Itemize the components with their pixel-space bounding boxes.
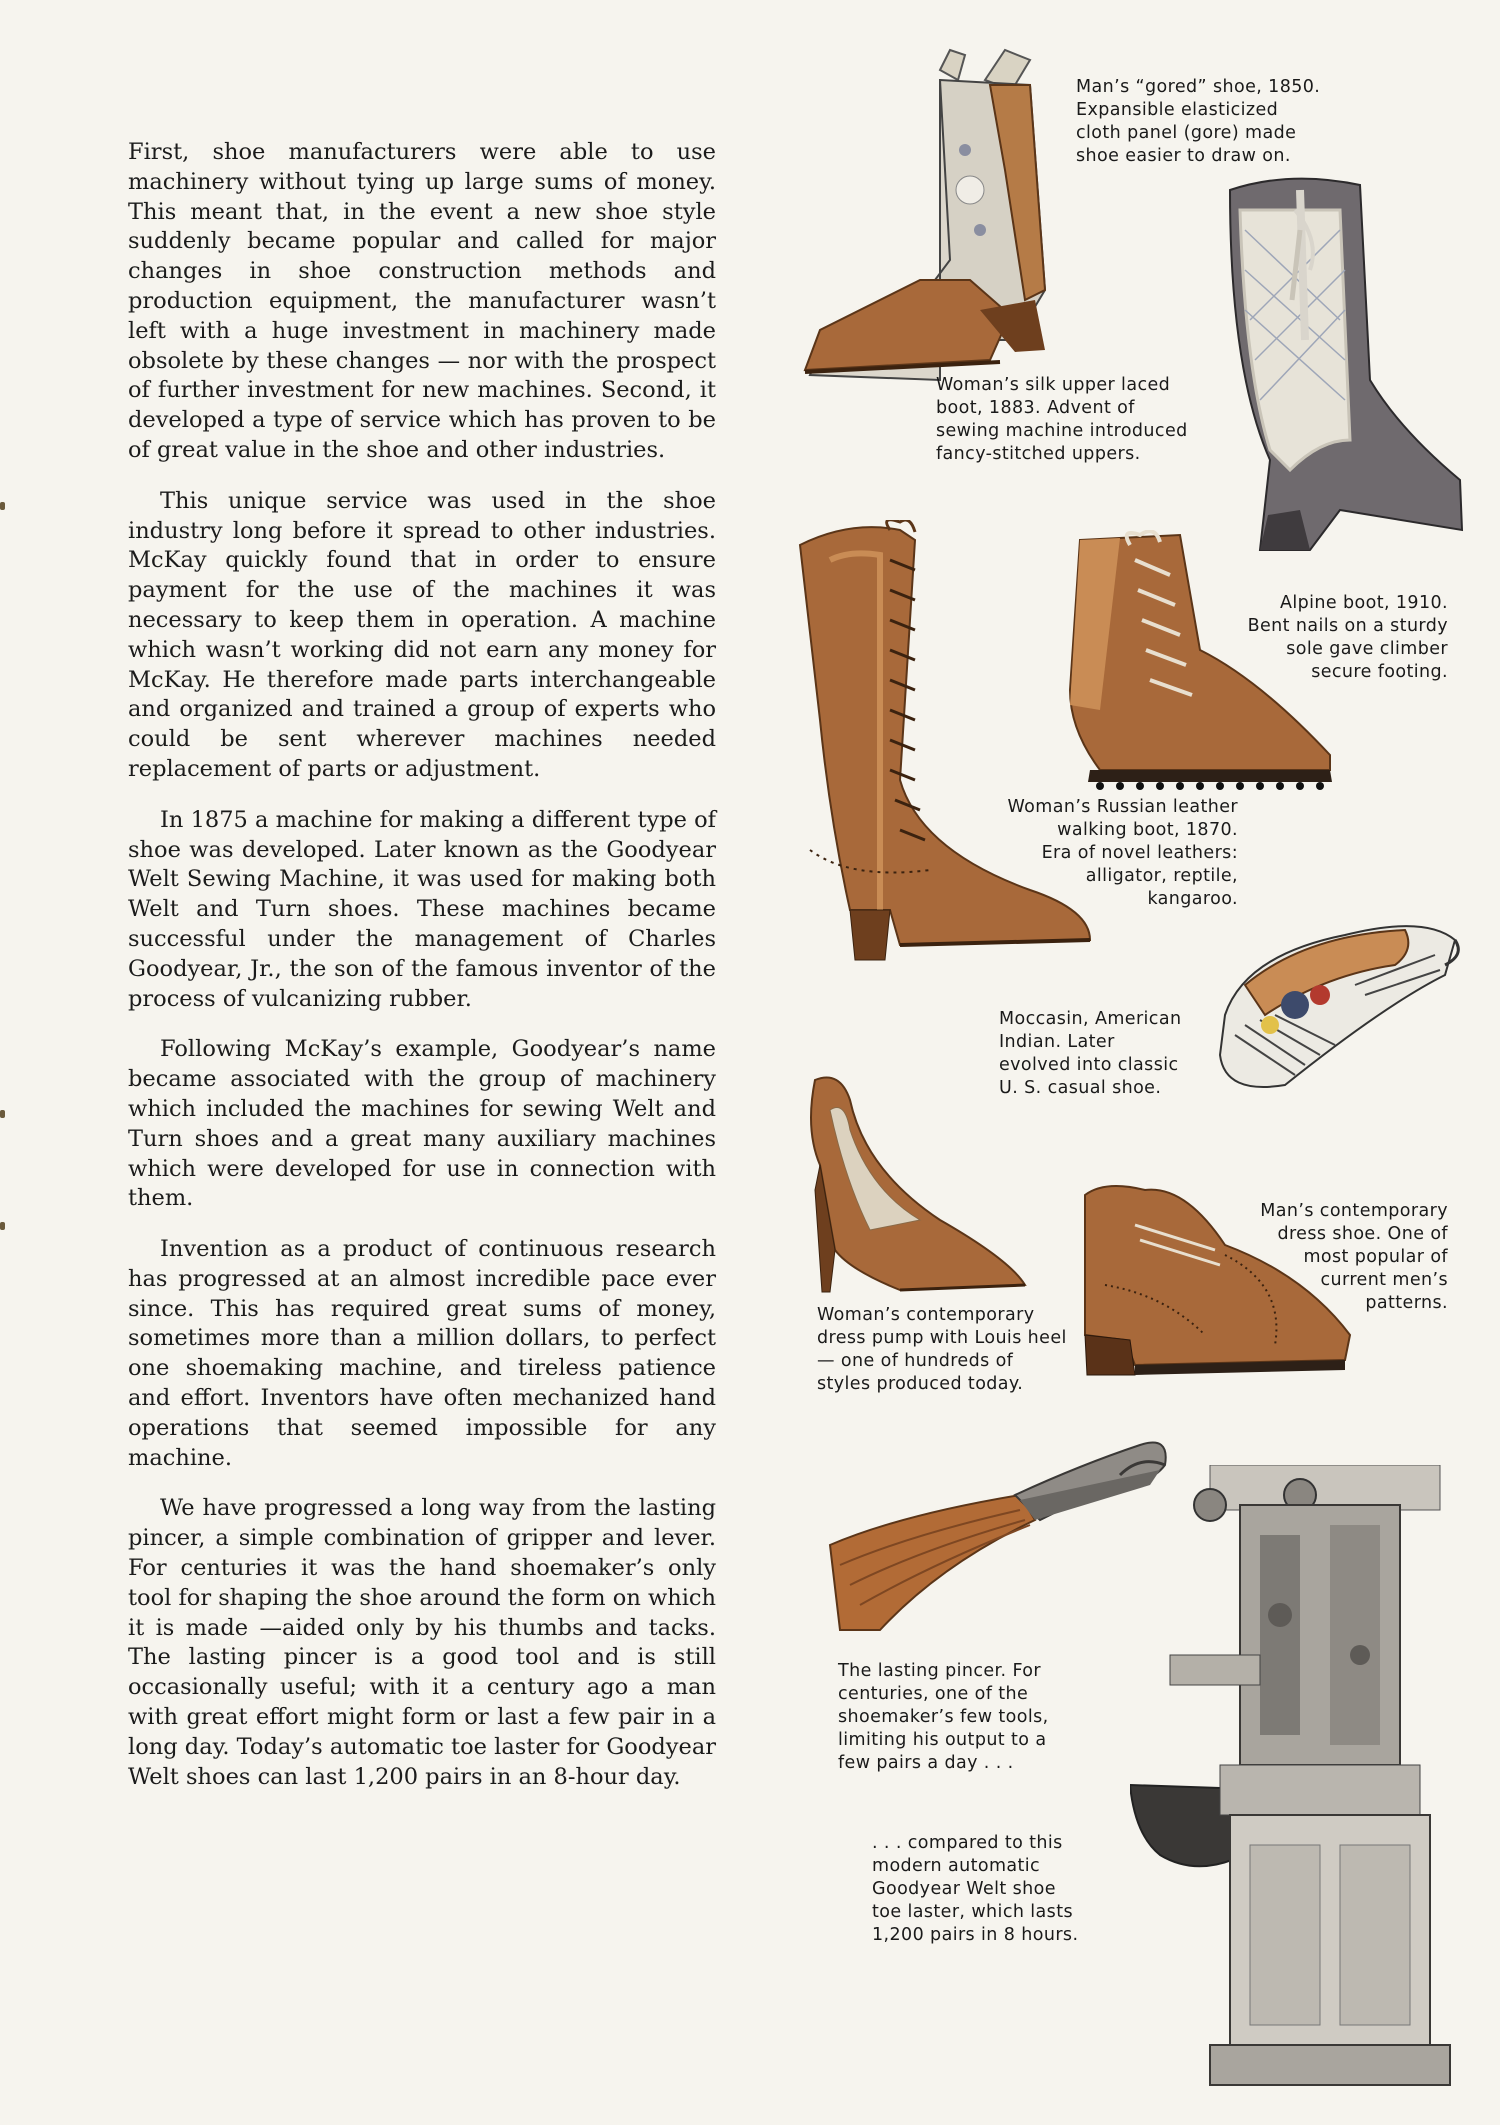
paragraph: First, shoe manufacturers were able to use machinery without tying up large sums of money. This meant that, in the event a new shoe style suddenly became popular and called for major changes in shoe construction methods and production equipment, the manufacturer wasn’t left with a huge investment in machinery made obsolete by these changes — nor with the prospect of further investment for new machines. Second, it developed a type of service which has proven to be of great value in the shoe and other industries. [128,139,716,463]
paragraph: Invention as a product of continuous research has progressed at an almost incredible pace ever since. This has required great sums of money, sometimes more than a million dollars, to perfect one shoemaking machine, and tireless patience and effort. Inventors have often mechanized hand operations that seemed impossible for any machine. [128,1236,716,1471]
caption-dress-shoe: Man’s contemporary dress shoe. One of most popular of current men’s patterns. [1260,1201,1448,1313]
silk-boot-illustration [1200,170,1470,565]
scan-mark [0,1110,5,1118]
caption-pincer: The lasting pincer. For centuries, one of the shoemaker’s few tools, limiting his output to a few pairs a day . . . [838,1661,1049,1773]
toe-laster-machine-illustration [1130,1465,1470,2095]
gored-shoe-illustration [790,40,1090,390]
caption-silk-boot: Woman’s silk upper laced boot, 1883. Advent of sewing machine introduced fancy-stitched uppers. [936,375,1188,464]
paragraph: We have progressed a long way from the lasting pincer, a simple combination of gripper and lever. For centuries it was the hand shoemaker’s only tool for shaping the shoe around the form on which it is made —aided only by his thumbs and tacks. The lasting pincer is a good tool and is still occasionally useful; with it a century ago a man with great effort might form or last a few pair in a long day. Today’s automatic toe laster for Goodyear Welt shoes can last 1,200 pairs in an 8-hour day. [128,1495,717,1790]
paragraph: Following McKay’s example, Goodyear’s name became associated with the group of machinery which included the machines for sewing Welt and Turn shoes and a great many auxiliary machines which were developed for use in connection with them. [128,1036,716,1212]
moccasin-illustration [1205,895,1465,1095]
caption-gored-shoe: Man’s “gored” shoe, 1850. Expansible elasticized cloth panel (gore) made shoe easier to draw on. [1076,77,1321,166]
scan-mark [0,502,5,510]
caption-moccasin: Moccasin, American Indian. Later evolved into classic U. S. casual shoe. [999,1009,1182,1098]
paragraph: In 1875 a machine for making a different type of shoe was developed. Later known as the Goodyear Welt Sewing Machine, it was used for making both Welt and Turn shoes. These machines became successful under the management of Charles Goodyear, Jr., the son of the famous inventor of the process of vulcanizing rubber. [128,806,716,1012]
body-text-column [128,138,716,1813]
caption-russian-boot: Woman’s Russian leather walking boot, 1870. Era of novel leathers: alligator, reptile, kangaroo. [1007,797,1238,909]
scan-mark [0,1222,5,1230]
caption-alpine-boot: Alpine boot, 1910. Bent nails on a sturdy sole gave climber secure footing. [1247,593,1448,682]
paragraph: This unique service was used in the shoe industry long before it spread to other industries. McKay quickly found that in order to ensure payment for the use of the machines it was necessary to keep them in operation. A machine which wasn’t working did not earn any money for McKay. He therefore made parts interchangeable and organized and trained a group of experts who could be sent wherever machines needed replacement of parts or adjustment. [128,487,716,782]
dress-pump-illustration [790,1070,1030,1295]
caption-laster: . . . compared to this modern automatic Goodyear Welt shoe toe laster, which lasts 1,200 pairs in 8 hours. [872,1833,1079,1945]
caption-pump: Woman’s contemporary dress pump with Louis heel — one of hundreds of styles produced today. [817,1305,1067,1394]
lasting-pincer-illustration [820,1425,1180,1635]
